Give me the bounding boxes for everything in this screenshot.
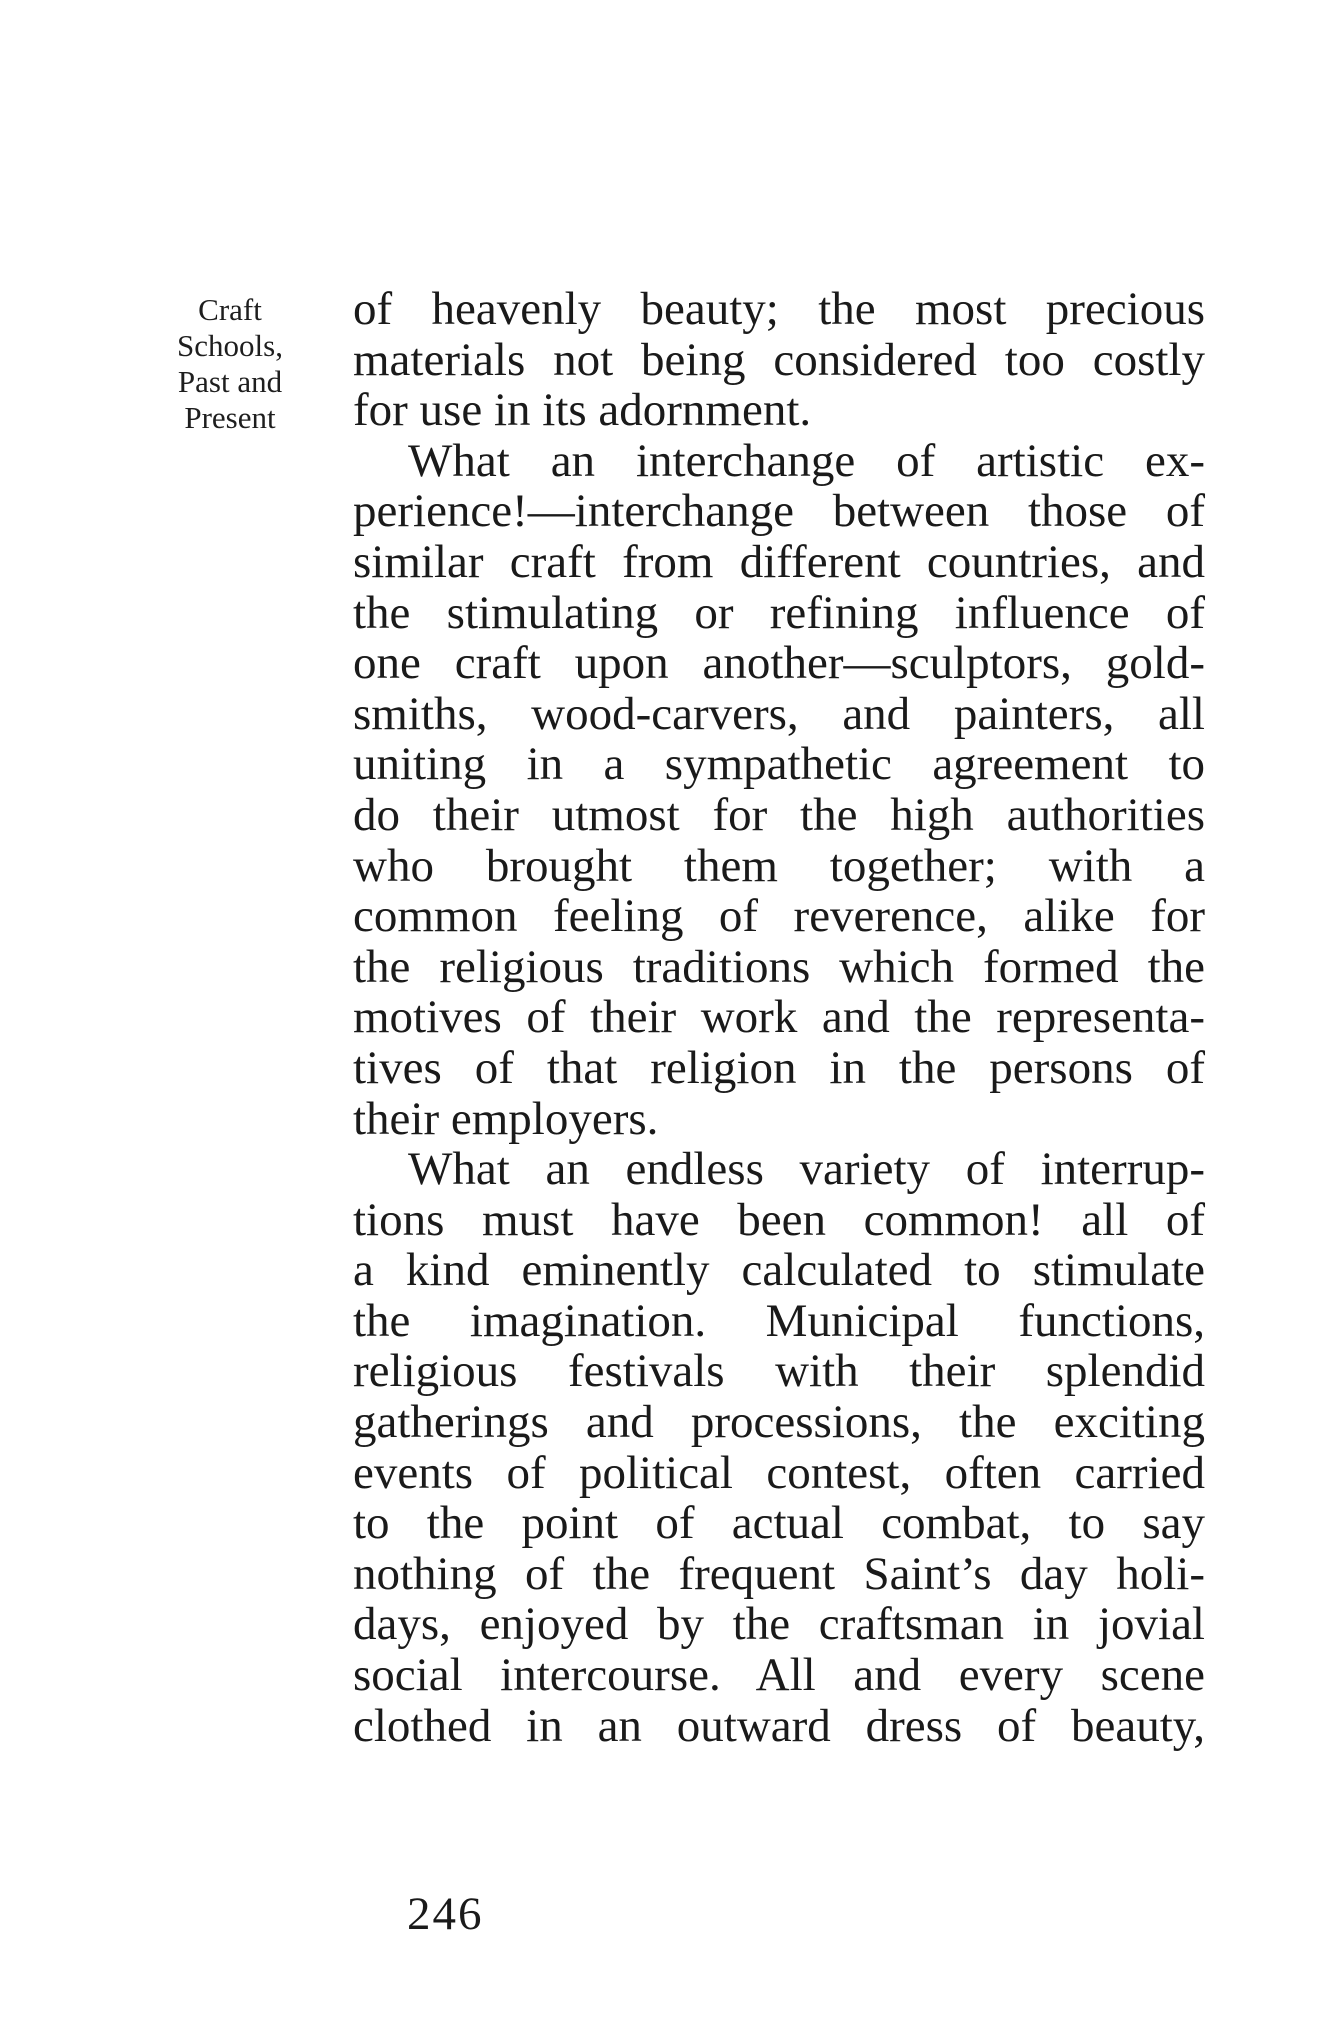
text-line: the religious traditions which formed the bbox=[353, 940, 1205, 993]
text-line: materials not being considered too costly bbox=[353, 333, 1205, 386]
text-line: for use in its adornment. bbox=[353, 384, 812, 437]
side-note-line: Schools, bbox=[177, 328, 283, 363]
text-line: of heavenly beauty; the most precious bbox=[353, 283, 1205, 335]
text-line: religious festivals with their splendid bbox=[353, 1345, 1205, 1398]
running-head-side-note bbox=[165, 292, 295, 436]
text-line: their employers. bbox=[353, 1092, 659, 1145]
text-line: nothing of the frequent Saint’s day holi- bbox=[353, 1547, 1205, 1600]
text-line: motives of their work and the representa- bbox=[353, 991, 1205, 1044]
body-text bbox=[353, 284, 1205, 1751]
page-number: 246 bbox=[407, 1888, 484, 1940]
text-line: perience!—interchange between those of bbox=[353, 485, 1205, 538]
side-note-line: Present bbox=[184, 400, 276, 435]
paragraph-start-line: What an interchange of artistic ex- bbox=[408, 434, 1205, 487]
text-line: one craft upon another—sculptors, gold- bbox=[353, 637, 1205, 690]
text-line: the imagination. Municipal functions, bbox=[353, 1294, 1205, 1347]
text-line: events of political contest, often carried bbox=[353, 1446, 1205, 1499]
text-line: clothed in an outward dress of beauty, bbox=[353, 1699, 1205, 1752]
text-line: uniting in a sympathetic agreement to bbox=[353, 738, 1205, 791]
text-line: common feeling of reverence, alike for bbox=[353, 890, 1205, 943]
side-note-line: Craft bbox=[198, 292, 262, 327]
text-line: days, enjoyed by the craftsman in jovial bbox=[353, 1598, 1205, 1651]
text-line: social intercourse. All and every scene bbox=[353, 1649, 1205, 1702]
side-note-line: Past and bbox=[177, 364, 283, 399]
text-line: a kind eminently calculated to stimulate bbox=[353, 1244, 1205, 1297]
text-line: smiths, wood-carvers, and painters, all bbox=[353, 687, 1205, 740]
text-line: tives of that religion in the persons of bbox=[353, 1041, 1205, 1094]
text-line: gatherings and processions, the exciting bbox=[353, 1396, 1205, 1449]
text-line: who brought them together; with a bbox=[353, 839, 1205, 892]
text-line: tions must have been common! all of bbox=[353, 1193, 1205, 1246]
text-line: do their utmost for the high authorities bbox=[353, 788, 1205, 841]
text-line: similar craft from different countries, and bbox=[353, 535, 1205, 588]
text-line: the stimulating or refining influence of bbox=[353, 586, 1205, 639]
paragraph-start-line: What an endless variety of interrup- bbox=[408, 1143, 1205, 1196]
text-line: to the point of actual combat, to say bbox=[353, 1497, 1205, 1550]
